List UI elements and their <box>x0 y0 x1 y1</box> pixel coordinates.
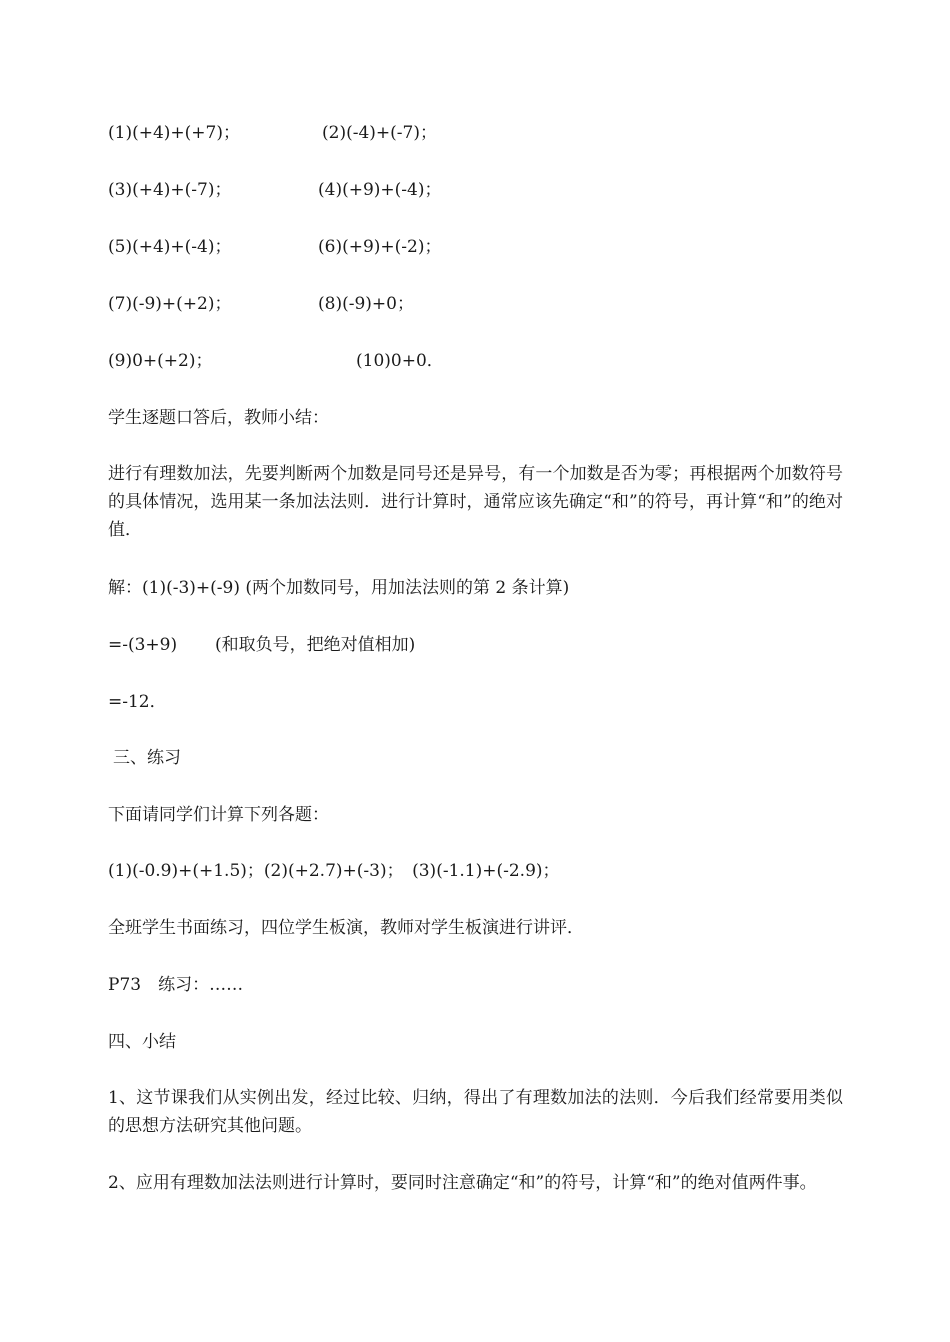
exercise-8: (8)(-9)+0； <box>318 294 414 314</box>
solution-line-2-expr: =-(3+9) <box>108 635 178 655</box>
solution-line-2 <box>108 631 416 659</box>
exercise-6: (6)(+9)+(-2)； <box>318 237 442 257</box>
section-3-heading: 三、练习 <box>113 748 181 768</box>
exercise-5: (5)(+4)+(-4)； <box>108 237 232 257</box>
exercise-2: (2)(-4)+(-7)； <box>322 123 437 143</box>
section-4-heading: 四、小结 <box>108 1032 176 1052</box>
section-3-p73: P73 练习：…… <box>108 975 244 995</box>
exercise-row-1 <box>108 119 437 147</box>
exercise-row-5 <box>108 347 444 375</box>
exercise-10: (10)0+0． <box>356 351 444 371</box>
solution-line-2-note: (和取负号，把绝对值相加) <box>215 635 416 655</box>
exercise-4: (4)(+9)+(-4)； <box>318 180 442 200</box>
summary-intro: 学生逐题口答后，教师小结： <box>108 408 329 428</box>
exercise-7: (7)(-9)+(+2)； <box>108 294 232 314</box>
exercise-row-2 <box>108 176 442 204</box>
section-3-intro: 下面请同学们计算下列各题： <box>108 805 329 825</box>
exercise-1: (1)(+4)+(+7)； <box>108 123 240 143</box>
section-4-point-2: 2、应用有理数加法法则进行计算时，要同时注意确定“和”的符号，计算“和”的绝对值两件事。 <box>108 1173 817 1193</box>
solution-line-3: =-12． <box>108 692 167 712</box>
exercise-row-3 <box>108 233 442 261</box>
section-3-note: 全班学生书面练习，四位学生板演，教师对学生板演进行讲评． <box>108 918 584 938</box>
solution-line-1: 解：(1)(-3)+(-9) (两个加数同号，用加法法则的第 2 条计算) <box>108 578 570 598</box>
summary-paragraph: 进行有理数加法，先要判断两个加数是同号还是异号，有一个加数是否为零；再根据两个加数符号的具体情况，选用某一条加法法则．进行计算时，通常应该先确定“和”的符号，再计算“和”的绝对值． <box>108 464 843 540</box>
section-4-point-1: 1、这节课我们从实例出发，经过比较、归纳，得出了有理数加法的法则．今后我们经常要用类似的思想方法研究其他问题。 <box>108 1088 843 1136</box>
section-3-problems: (1)(-0.9)+(+1.5)；(2)(+2.7)+(-3)； (3)(-1.1)+(-2.9)； <box>108 861 560 881</box>
exercise-3: (3)(+4)+(-7)； <box>108 180 232 200</box>
exercise-9: (9)0+(+2)； <box>108 351 213 371</box>
exercise-row-4 <box>108 290 414 318</box>
